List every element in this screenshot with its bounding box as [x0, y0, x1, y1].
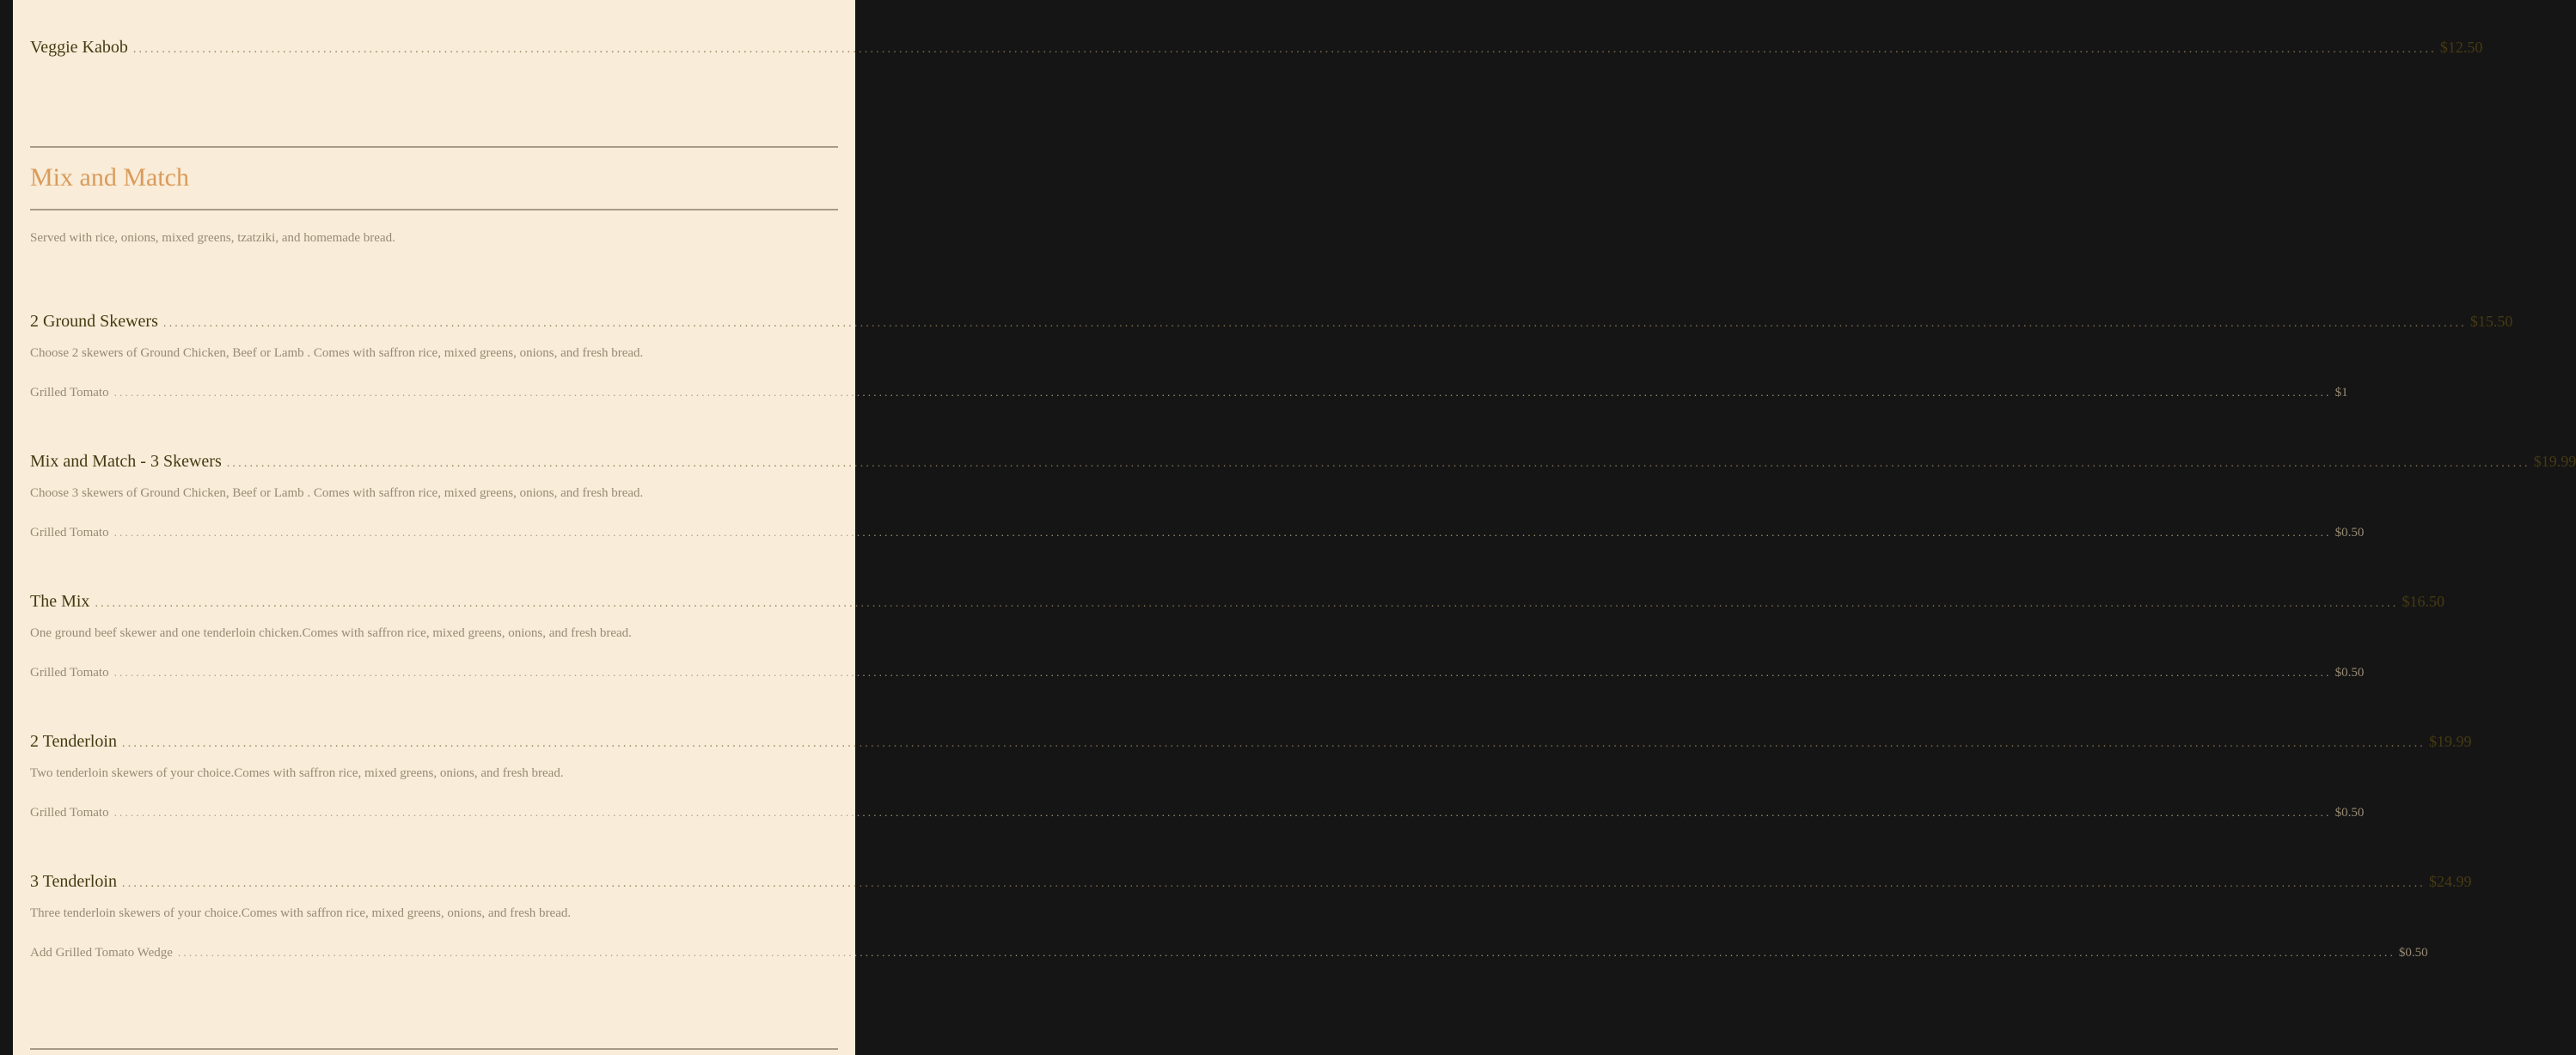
dot-leader: ................................................................................................................................................................................................................................................................................................................................................................................................................ — [113, 806, 2332, 819]
item-price: $19.99 — [2533, 453, 2576, 470]
item-name: 3 Tenderloin — [30, 872, 117, 891]
menu-item — [30, 872, 2472, 892]
item-option[interactable] — [30, 666, 2365, 680]
item-description: Three tenderloin skewers of your choice.Comes with saffron rice, mixed greens, onions, and fresh bread. — [30, 906, 572, 920]
section-divider-top — [30, 146, 838, 148]
option-price: $0.50 — [2334, 666, 2365, 680]
item-option[interactable] — [30, 946, 2428, 960]
menu-item-veggie-kabob — [30, 38, 2483, 58]
option-price: $1 — [2334, 386, 2348, 399]
dot-leader: ................................................................................................................................................................................................................................................................................................................................................................................................................ — [113, 666, 2332, 679]
dot-leader: ................................................................................................................................................................................................................................................................................................................................................................................................................ — [132, 43, 2437, 56]
option-price: $0.50 — [2334, 526, 2365, 540]
item-name: Veggie Kabob — [30, 38, 128, 57]
dot-leader: ................................................................................................................................................................................................................................................................................................................................................................................................................ — [162, 317, 2467, 330]
dot-leader: ................................................................................................................................................................................................................................................................................................................................................................................................................ — [113, 386, 2332, 399]
section-divider-bottom — [30, 209, 838, 210]
menu-item — [30, 312, 2513, 332]
dot-leader: ................................................................................................................................................................................................................................................................................................................................................................................................................ — [226, 457, 2530, 470]
option-name: Grilled Tomato — [30, 666, 109, 680]
item-description: One ground beef skewer and one tenderloin chicken.Comes with saffron rice, mixed greens, onions, and fresh bread. — [30, 626, 632, 640]
item-name: 2 Ground Skewers — [30, 312, 158, 331]
menu-item — [30, 592, 2444, 612]
section-description: Served with rice, onions, mixed greens, tzatziki, and homemade bread. — [30, 231, 395, 245]
item-price: $19.99 — [2429, 733, 2472, 750]
section-title: Mix and Match — [30, 163, 189, 192]
item-option[interactable] — [30, 526, 2365, 540]
item-price: $24.99 — [2429, 873, 2472, 890]
item-option[interactable] — [30, 386, 2348, 400]
dot-leader: ................................................................................................................................................................................................................................................................................................................................................................................................................ — [113, 526, 2332, 539]
menu-item — [30, 452, 2576, 472]
menu-item — [30, 732, 2472, 752]
item-description: Choose 2 skewers of Ground Chicken, Beef or Lamb . Comes with saffron rice, mixed greens, onions, and fresh bread. — [30, 346, 644, 360]
dot-leader: ................................................................................................................................................................................................................................................................................................................................................................................................................ — [122, 877, 2426, 890]
item-name: 2 Tenderloin — [30, 732, 117, 751]
item-description: Choose 3 skewers of Ground Chicken, Beef or Lamb . Comes with saffron rice, mixed greens, onions, and fresh bread. — [30, 486, 644, 500]
dot-leader: ................................................................................................................................................................................................................................................................................................................................................................................................................ — [177, 946, 2395, 959]
option-name: Add Grilled Tomato Wedge — [30, 946, 173, 960]
option-name: Grilled Tomato — [30, 526, 109, 540]
item-name: Mix and Match - 3 Skewers — [30, 452, 222, 471]
section-divider-bottom — [30, 1048, 838, 1050]
menu-page — [13, 0, 2576, 1055]
option-name: Grilled Tomato — [30, 386, 109, 399]
option-price: $0.50 — [2398, 946, 2428, 960]
item-name: The Mix — [30, 592, 90, 611]
dot-leader: ................................................................................................................................................................................................................................................................................................................................................................................................................ — [95, 597, 2399, 610]
item-price: $12.50 — [2439, 39, 2483, 56]
option-price: $0.50 — [2334, 806, 2365, 820]
item-price: $15.50 — [2469, 313, 2513, 330]
item-option[interactable] — [30, 806, 2365, 820]
dot-leader: ................................................................................................................................................................................................................................................................................................................................................................................................................ — [122, 737, 2426, 750]
option-name: Grilled Tomato — [30, 806, 109, 820]
item-price: $16.50 — [2402, 593, 2444, 610]
item-description: Two tenderloin skewers of your choice.Comes with saffron rice, mixed greens, onions, and fresh bread. — [30, 766, 564, 780]
